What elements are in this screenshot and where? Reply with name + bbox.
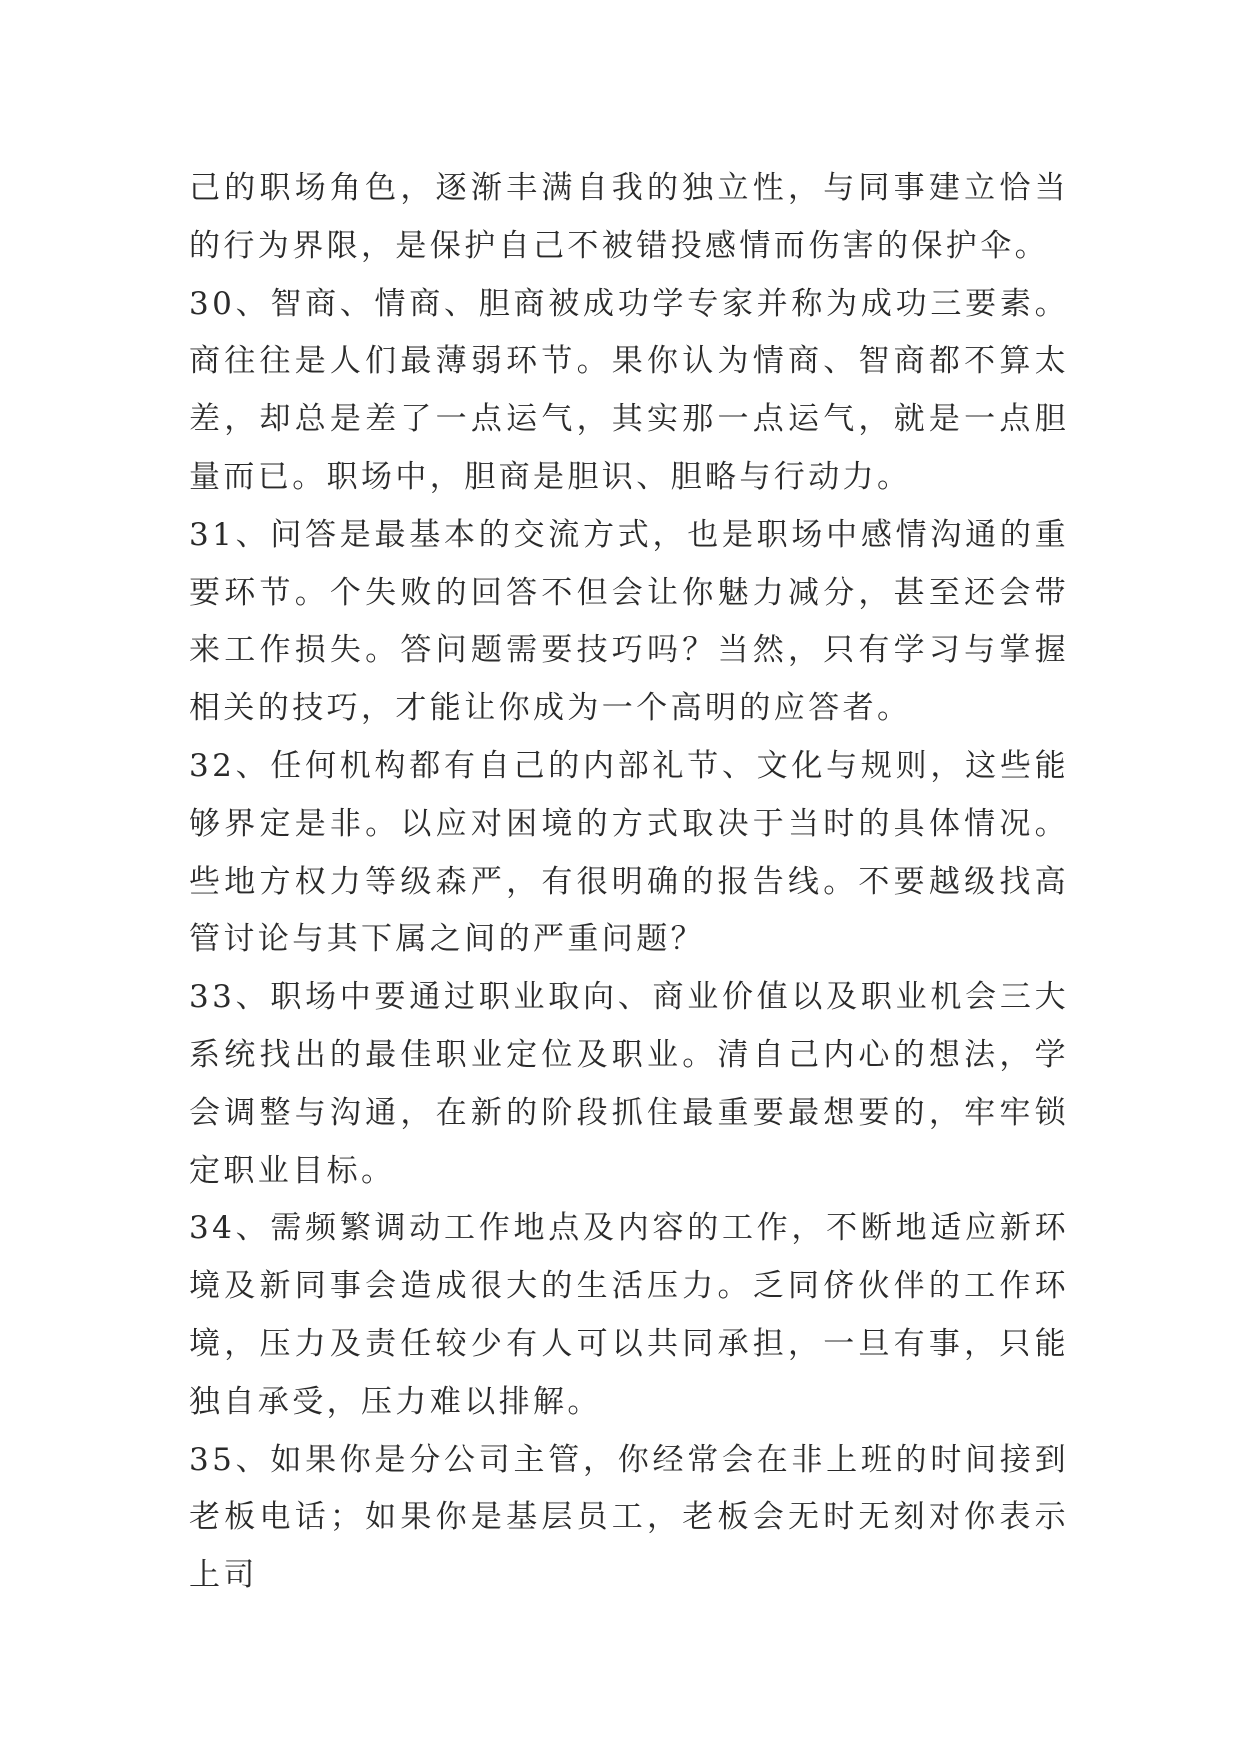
paragraph-32: 32、任何机构都有自己的内部礼节、文化与规则，这些能够界定是非。以应对困境的方式取决于当时的具体情况。些地方权力等级森严，有很明确的报告线。不要越级找高管讨论与其下属之间的严重问题？ — [189, 747, 1069, 958]
paragraph-30: 30、智商、情商、胆商被成功学专家并称为成功三要素。商往往是人们最薄弱环节。果你认为情商、智商都不算太差，却总是差了一点运气，其实那一点运气，就是一点胆量而已。职场中，胆商是胆识、胆略与行动力。 — [189, 285, 1069, 495]
paragraph-31: 31、问答是最基本的交流方式，也是职场中感情沟通的重要环节。个失败的回答不但会让你魅力减分，甚至还会带来工作损失。答问题需要技巧吗？当然，只有学习与掌握相关的技巧，才能让你成为一个高明的应答者。 — [189, 516, 1069, 727]
document-body — [189, 160, 1069, 1605]
paragraph-35: 35、如果你是分公司主管，你经常会在非上班的时间接到老板电话；如果你是基层员工，老板会无时无刻对你表示上司 — [189, 1441, 1069, 1594]
paragraph-continued: 己的职场角色，逐渐丰满自我的独立性，与同事建立恰当的行为界限，是保护自己不被错投感情而伤害的保护伞。 — [189, 170, 1069, 264]
paragraph-33: 33、职场中要通过职业取向、商业价值以及职业机会三大系统找出的最佳职业定位及职业。清自己内心的想法，学会调整与沟通，在新的阶段抓住最重要最想要的，牢牢锁定职业目标。 — [189, 979, 1069, 1189]
paragraph-34: 34、需频繁调动工作地点及内容的工作，不断地适应新环境及新同事会造成很大的生活压力。乏同侪伙伴的工作环境，压力及责任较少有人可以共同承担，一旦有事，只能独自承受，压力难以排解。 — [189, 1210, 1069, 1420]
